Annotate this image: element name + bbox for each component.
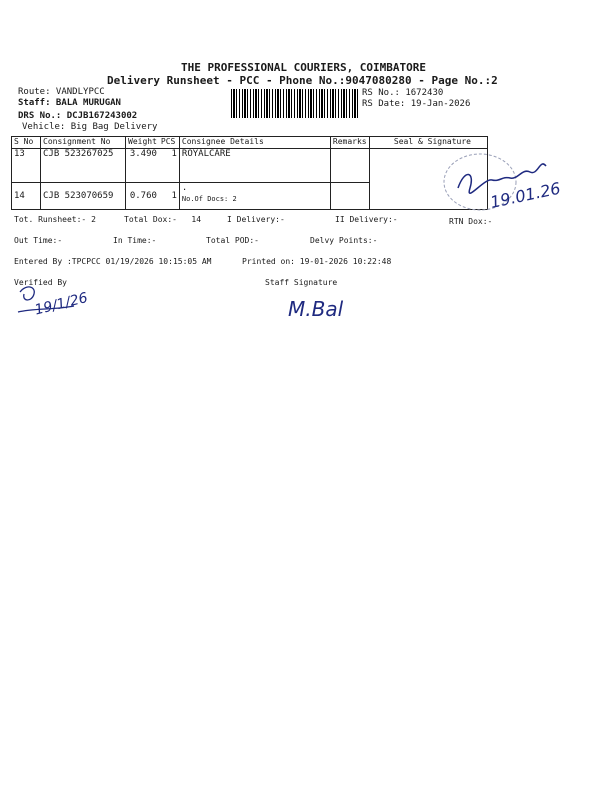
- col-consignee: Consignee Details: [179, 137, 330, 149]
- company-name: THE PROFESSIONAL COURIERS, COIMBATORE: [181, 61, 427, 74]
- row-sno: 14: [12, 183, 41, 210]
- out-time: Out Time:-: [14, 236, 63, 245]
- staff-initials: M.Bal: [288, 297, 344, 321]
- seal-date: 19.01.26: [488, 178, 563, 212]
- row-weight: 3.490: [126, 149, 159, 183]
- delvy-points: Delvy Points:-: [310, 236, 378, 245]
- row-sno: 13: [12, 149, 41, 183]
- col-weight: Weight: [126, 137, 159, 149]
- table-row: [12, 149, 488, 183]
- rs-date: RS Date: 19-Jan-2026: [362, 99, 471, 109]
- row-consignment: CJB 523070659: [41, 183, 126, 210]
- verified-by-signature: [14, 280, 104, 322]
- staff-signature: [286, 290, 366, 330]
- vehicle: Vehicle: Big Bag Delivery: [22, 122, 158, 132]
- rtn-dox: RTN Dox:-: [449, 217, 493, 226]
- staff-signature-label: Staff Signature: [265, 278, 338, 287]
- row-weight: 0.760: [126, 183, 159, 210]
- i-delivery: I Delivery:-: [227, 215, 285, 224]
- total-runsheet: Tot. Runsheet:- 2: [14, 215, 96, 224]
- rs-number: RS No.: 1672430: [362, 88, 444, 98]
- col-consignment: Consignment No: [41, 137, 126, 149]
- printed-on: Printed on: 19-01-2026 10:22:48: [242, 257, 392, 266]
- seal-signature-scribble: [440, 148, 570, 228]
- route: Route: VANDLYPCC: [18, 87, 105, 97]
- table-header-row: [12, 137, 488, 149]
- row-consignment: CJB 523267025: [41, 149, 126, 183]
- verified-date: 19/1/26: [33, 289, 90, 319]
- col-pcs: PCS: [159, 137, 180, 149]
- staff: Staff: BALA MURUGAN: [18, 98, 121, 108]
- col-sno: S No: [12, 137, 41, 149]
- verified-by-label: Verified By: [14, 278, 67, 287]
- ii-delivery: II Delivery:-: [335, 215, 398, 224]
- docs-count: No.Of Docs: 2: [181, 195, 237, 203]
- row-consignee: ROYALCARE: [179, 149, 330, 183]
- col-seal-signature: Seal & Signature: [369, 137, 487, 149]
- total-pod: Total POD:-: [206, 236, 259, 245]
- row-consignee: . No.Of Docs: 2: [179, 183, 330, 210]
- col-remarks: Remarks: [330, 137, 369, 149]
- barcode: [231, 89, 359, 118]
- entered-by: Entered By :TPCPCC 01/19/2026 10:15:05 AM: [14, 257, 212, 266]
- row-pcs: 1: [159, 149, 180, 183]
- delivery-table: [11, 136, 488, 210]
- in-time: In Time:-: [113, 236, 157, 245]
- runsheet-title: Delivery Runsheet - PCC - Phone No.:9047080280 - Page No.:2: [107, 74, 498, 87]
- total-dox: Total Dox:- 14: [124, 215, 202, 224]
- row-pcs: 1: [159, 183, 180, 210]
- drs-number: DRS No.: DCJB167243002: [18, 111, 138, 121]
